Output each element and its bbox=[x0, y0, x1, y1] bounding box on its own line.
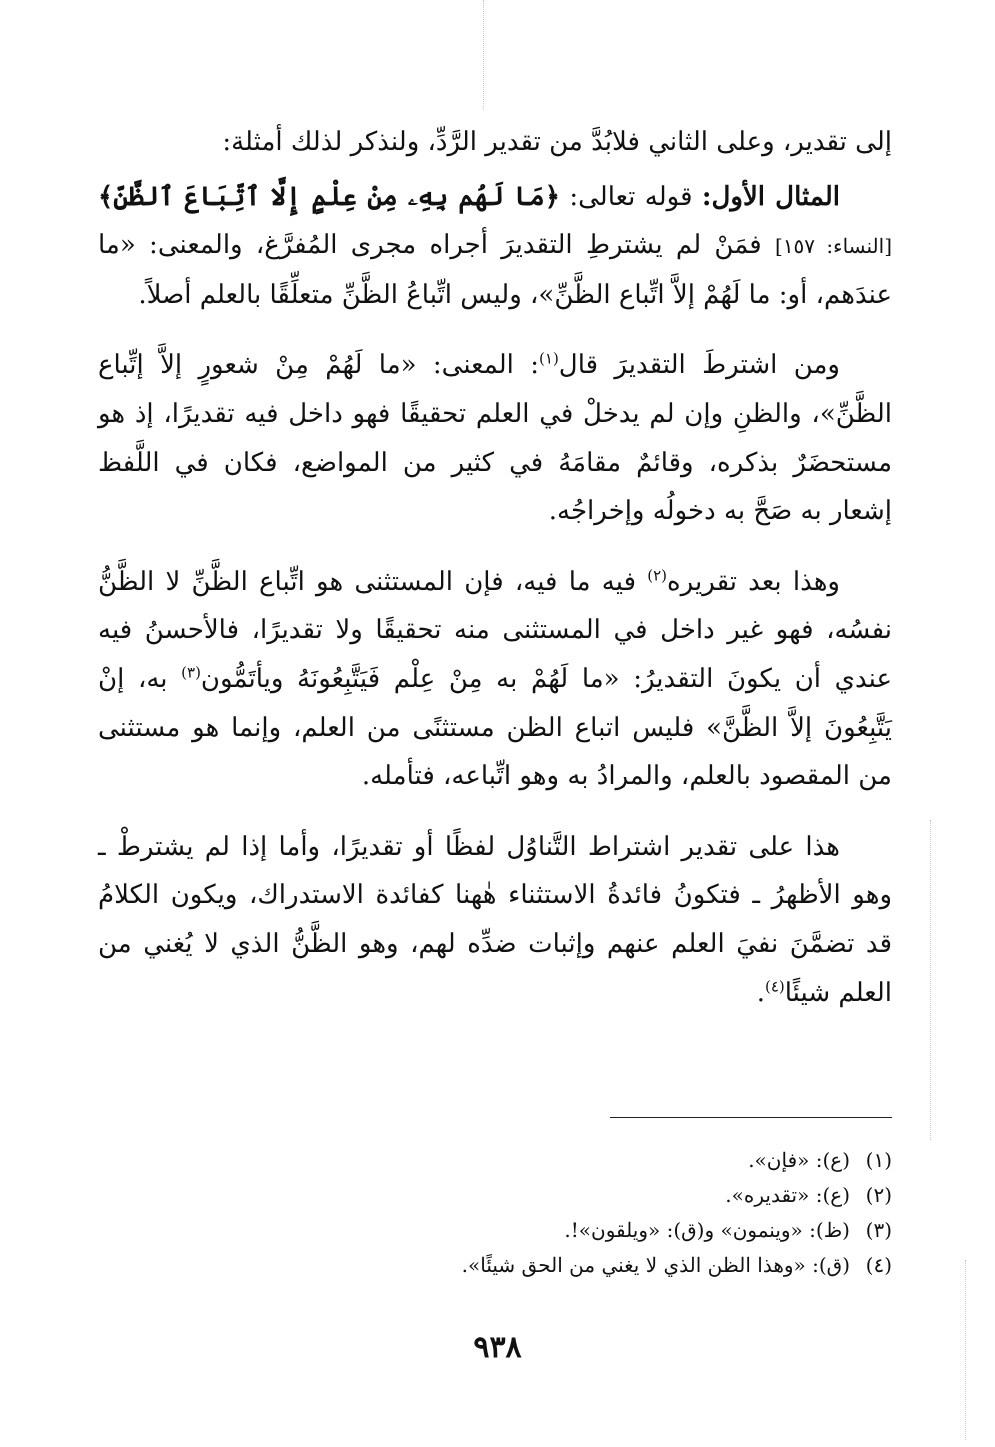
footnote-item bbox=[200, 1213, 892, 1248]
footnote-ref[interactable]: (٤) bbox=[764, 976, 785, 995]
paragraph-conclusion bbox=[98, 823, 892, 1017]
footnote-ref[interactable]: (٣) bbox=[181, 663, 201, 682]
paragraph-text: . bbox=[756, 977, 765, 1008]
paragraph-text: هذا على تقدير اشتراط التَّناوُل لفظًا أو تقديرًا، وأما إذا لم يشترطْ ـ وهو الأظهرُ ـ فتكونُ فائدةُ الاستثناء هٰهنا كفائدة الاستدراك، ويكون الكلامُ قد تضمَّنَ نفيَ العلم عنهم وإثبات ضدِّه لهم، وهو الظَّنُّ الذي لا يُغني من العلم شيئًا bbox=[98, 831, 892, 1008]
main-text bbox=[98, 118, 892, 1039]
paragraph-critique bbox=[98, 558, 892, 801]
footnote-item bbox=[200, 1143, 892, 1178]
paragraph-text: فيه ما فيه، فإن المستثنى هو اتِّباع الظَّنِّ لا الظَّنُّ نفسُه، فهو غير داخل في المستثنى منه تحقيقًا ولا تقديرًا، فالأحسنُ فيه عندي أن يكونَ التقديرُ: «ما لَهُمْ به مِنْ عِلْم فَيَتَّبِعُونَهُ ويأتَمُّون bbox=[98, 566, 892, 694]
footnote-ref[interactable]: (٢) bbox=[647, 566, 668, 585]
page-number: ٩٣٨ bbox=[473, 1330, 522, 1365]
scan-artifact-line bbox=[930, 820, 931, 1140]
footnote-divider bbox=[610, 1117, 892, 1118]
paragraph-text: وهذا بعد تقريره bbox=[667, 566, 840, 597]
scan-artifact-line bbox=[483, 0, 484, 110]
paragraph-text: ومن اشترطَ التقديرَ قال bbox=[558, 350, 840, 381]
footnote-number: (٤) bbox=[865, 1253, 892, 1277]
paragraph-text: إلى تقدير، وعلى الثاني فلابُدَّ من تقدير الرَّدِّ، ولنذكر لذلك أمثلة: bbox=[222, 127, 892, 157]
footnote-ref[interactable]: (١) bbox=[539, 349, 559, 368]
paragraph-text: به، إنْ يَتَّبِعُونَ إلاَّ الظَّنَّ» فليس اتباع الظن مستثنًى من العلم، وإنما هو مستثنى من المقصود بالعلم، والمرادُ به وهو اتِّباعه، فتأمله. bbox=[98, 663, 892, 792]
verse-intro: قوله تعالى: bbox=[569, 181, 693, 212]
footnote-number: (٢) bbox=[865, 1183, 892, 1207]
footnotes bbox=[200, 1143, 892, 1283]
paragraph-second-view bbox=[98, 341, 892, 535]
footnote-number: (١) bbox=[865, 1148, 892, 1172]
example-label: المثال الأول: bbox=[701, 181, 841, 212]
footnote-text: (ع): «تقديره». bbox=[725, 1183, 850, 1207]
footnote-item bbox=[200, 1178, 892, 1213]
quran-verse: ﴿مَا لَهُم بِهِۦ مِنْ عِلْمٍ إِلَّا ٱتِّبَاعَ ٱلظَّنِّ﴾ bbox=[98, 181, 560, 212]
paragraph-text: فمَنْ لم يشترطِ التقديرَ أجراه مجرى المُفرَّغ، والمعنى: «ما عندَهم، أو: ما لَهُمْ إلاَّ اتِّباع الظَّنِّ»، وليس اتِّباعُ الظَّنِّ متعلِّقًا بالعلم أصلاً. bbox=[98, 230, 892, 310]
footnote-item bbox=[200, 1248, 892, 1283]
paragraph-text: : المعنى: «ما لَهُمْ مِنْ شعورٍ إلاَّ إتِّباع الظَّنِّ»، والظنِ وإن لم يدخلْ في العلم تحقيقًا فهو داخل فيه تقديرًا، إذ هو مستحضَرٌ بذكره، وقائمٌ مقامَهُ في كثير من المواضع، فكان في اللَّفظ إشعار به صَحَّ به دخولُه وإخراجُه. bbox=[98, 350, 892, 527]
paragraph-example-one bbox=[98, 173, 892, 320]
footnote-number: (٣) bbox=[865, 1218, 892, 1242]
verse-citation: [النساء: ١٥٧] bbox=[775, 234, 893, 259]
footnote-text: (ع): «فإن». bbox=[748, 1148, 850, 1172]
footnote-text: (ظ): «وينمون» و(ق): «ويلقون»!. bbox=[564, 1218, 850, 1242]
footnote-text: (ق): «وهذا الظن الذي لا يغني من الحق شيئًا». bbox=[461, 1253, 850, 1277]
paragraph-continuation bbox=[98, 118, 892, 167]
